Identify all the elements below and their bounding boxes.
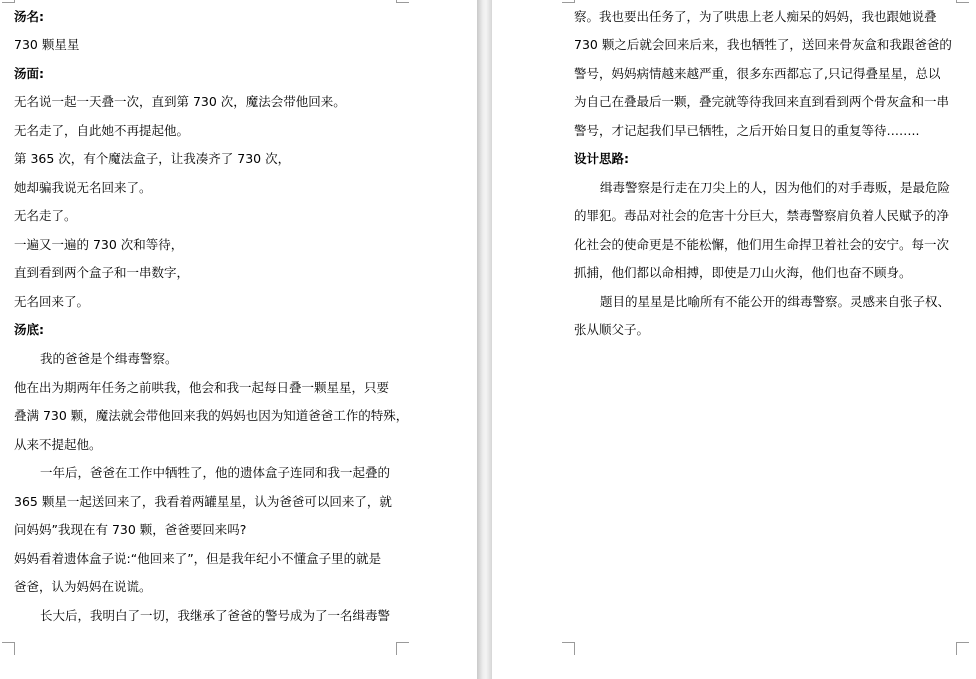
text-line: 从来不提起他。	[14, 437, 102, 452]
text-line: 为自己在叠最后一颗，叠完就等待我回来直到看到两个骨灰盒和一串	[574, 94, 950, 109]
text-line: 问妈妈”我现在有 730 颗，爸爸要回来吗?	[14, 522, 247, 537]
document-page-right	[492, 0, 976, 679]
text-line: 无名走了。	[14, 208, 77, 223]
corner-mark-top-left	[2, 0, 15, 3]
text-line: 化社会的使命更是不能松懈，他们用生命捍卫着社会的安宁。每一次	[574, 237, 950, 252]
corner-mark-bottom-right	[956, 642, 969, 655]
text-line: 无名走了，自此她不再提起他。	[14, 123, 190, 138]
page-gutter	[477, 0, 492, 679]
text-line: 缉毒警察是行走在刀尖上的人，因为他们的对手毒贩，是最危险	[600, 180, 951, 195]
text-line: 妈妈看着遗体盒子说:“他回来了”，但是我年纪小不懂盒子里的就是	[14, 551, 382, 566]
corner-mark-bottom-left	[2, 642, 15, 655]
text-line: 察。我也要出任务了，为了哄患上老人痴呆的妈妈，我也跟她说叠	[574, 9, 937, 24]
text-line: 他在出为期两年任务之前哄我，他会和我一起每日叠一颗星星，只要	[14, 380, 390, 395]
text-line: 抓捕，他们都以命相搏，即使是刀山火海，他们也奋不顾身。	[574, 265, 912, 280]
text-line: 一遍又一遍的 730 次和等待，	[14, 237, 184, 252]
heading-soup-surface: 汤面:	[14, 66, 44, 81]
text-line: 的罪犯。毒品对社会的危害十分巨大，禁毒警察肩负着人民赋予的净	[574, 208, 950, 223]
corner-mark-top-left	[562, 0, 575, 3]
text-line: 警号，才记起我们早已牺牲，之后开始日复日的重复等待……..	[574, 123, 920, 138]
text-line: 张从顺父子。	[574, 322, 650, 337]
text-line: 我的爸爸是个缉毒警察。	[40, 351, 178, 366]
heading-design-idea: 设计思路:	[574, 151, 629, 166]
text-line: 无名回来了。	[14, 294, 90, 309]
corner-mark-top-right	[396, 0, 409, 3]
text-line: 爸爸，认为妈妈在说谎。	[14, 579, 152, 594]
text-line: 直到看到两个盒子和一串数字，	[14, 265, 190, 280]
corner-mark-bottom-right	[396, 642, 409, 655]
text-line: 730 颗之后就会回来后来，我也牺牲了，送回来骨灰盒和我跟爸爸的	[574, 37, 952, 52]
text-line: 无名说一起一天叠一次，直到第 730 次，魔法会带他回来。	[14, 94, 346, 109]
text-line: 她却骗我说无名回来了。	[14, 180, 152, 195]
text-line: 第 365 次，有个魔法盒子，让我凑齐了 730 次，	[14, 151, 291, 166]
text-line: 警号，妈妈病情越来越严重，很多东西都忘了,只记得叠星星，总以	[574, 66, 941, 81]
text-line: 长大后，我明白了一切，我继承了爸爸的警号成为了一名缉毒警	[40, 608, 391, 623]
corner-mark-top-right	[956, 0, 969, 3]
corner-mark-bottom-left	[562, 642, 575, 655]
text-line: 365 颗星一起送回来了，我看着两罐星星，认为爸爸可以回来了，就	[14, 494, 392, 509]
heading-soup-name: 汤名:	[14, 9, 44, 24]
text-line: 一年后，爸爸在工作中牺牲了，他的遗体盒子连同和我一起叠的	[40, 465, 391, 480]
text-line: 叠满 730 颗，魔法就会带他回来我的妈妈也因为知道爸爸工作的特殊，	[14, 408, 409, 423]
heading-soup-bottom: 汤底:	[14, 322, 44, 337]
text-line: 题目的星星是比喻所有不能公开的缉毒警察。灵感来自张子权、	[600, 294, 951, 309]
text-line: 730 颗星星	[14, 37, 80, 52]
document-page-left	[0, 0, 477, 679]
